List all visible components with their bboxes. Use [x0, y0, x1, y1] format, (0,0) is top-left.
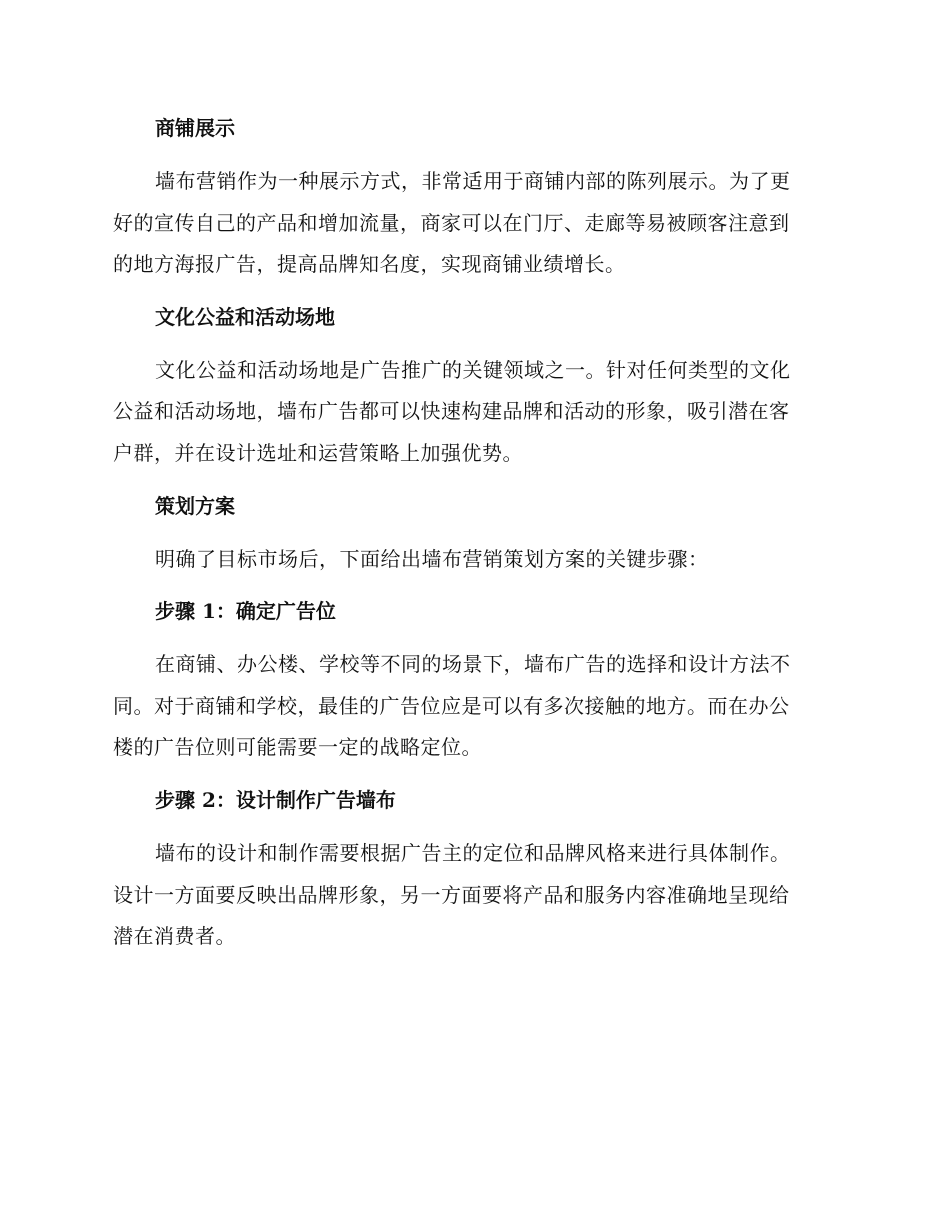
paragraph-line: 明确了目标市场后，下面给出墙布营销策划方案的关键步骤：	[155, 546, 709, 571]
section-heading: 步骤 1：确定广告位	[155, 599, 336, 624]
section-heading: 步骤 2：设计制作广告墙布	[155, 787, 396, 812]
section-paragraph	[113, 539, 835, 581]
section-heading: 策划方案	[155, 493, 235, 518]
paragraph-line: 楼的广告位则可能需要一定的战略定位。	[113, 735, 482, 760]
document-page	[113, 108, 835, 969]
section-paragraph	[113, 644, 835, 769]
paragraph-line: 户群，并在设计选址和运营策略上加强优势。	[113, 440, 523, 465]
paragraph-line: 公益和活动场地，墙布广告都可以快速构建品牌和活动的形象，吸引潜在客	[113, 399, 790, 424]
section-heading: 商铺展示	[155, 116, 235, 140]
section-shop-display	[113, 108, 835, 286]
section-planning	[113, 486, 835, 581]
paragraph-line: 的地方海报广告，提高品牌知名度，实现商铺业绩增长。	[113, 252, 626, 277]
section-paragraph	[113, 833, 835, 958]
section-step-2	[113, 780, 835, 958]
section-culture-venues	[113, 297, 835, 475]
paragraph-line: 好的宣传自己的产品和增加流量，商家可以在门厅、走廊等易被顾客注意到	[113, 210, 790, 235]
paragraph-line: 在商铺、办公楼、学校等不同的场景下，墙布广告的选择和设计方法不	[155, 652, 791, 677]
paragraph-line: 墙布的设计和制作需要根据广告主的定位和品牌风格来进行具体制作。	[155, 840, 791, 865]
paragraph-line: 文化公益和活动场地是广告推广的关键领域之一。针对任何类型的文化	[155, 357, 791, 382]
section-step-1	[113, 591, 835, 769]
paragraph-line: 同。对于商铺和学校，最佳的广告位应是可以有多次接触的地方。而在办公	[113, 693, 790, 718]
paragraph-line: 设计一方面要反映出品牌形象，另一方面要将产品和服务内容准确地呈现给	[113, 882, 790, 907]
paragraph-line: 潜在消费者。	[113, 924, 236, 949]
section-paragraph	[113, 161, 835, 286]
section-heading: 文化公益和活动场地	[155, 304, 335, 329]
paragraph-line: 墙布营销作为一种展示方式，非常适用于商铺内部的陈列展示。为了更	[155, 169, 791, 193]
section-paragraph	[113, 350, 835, 475]
